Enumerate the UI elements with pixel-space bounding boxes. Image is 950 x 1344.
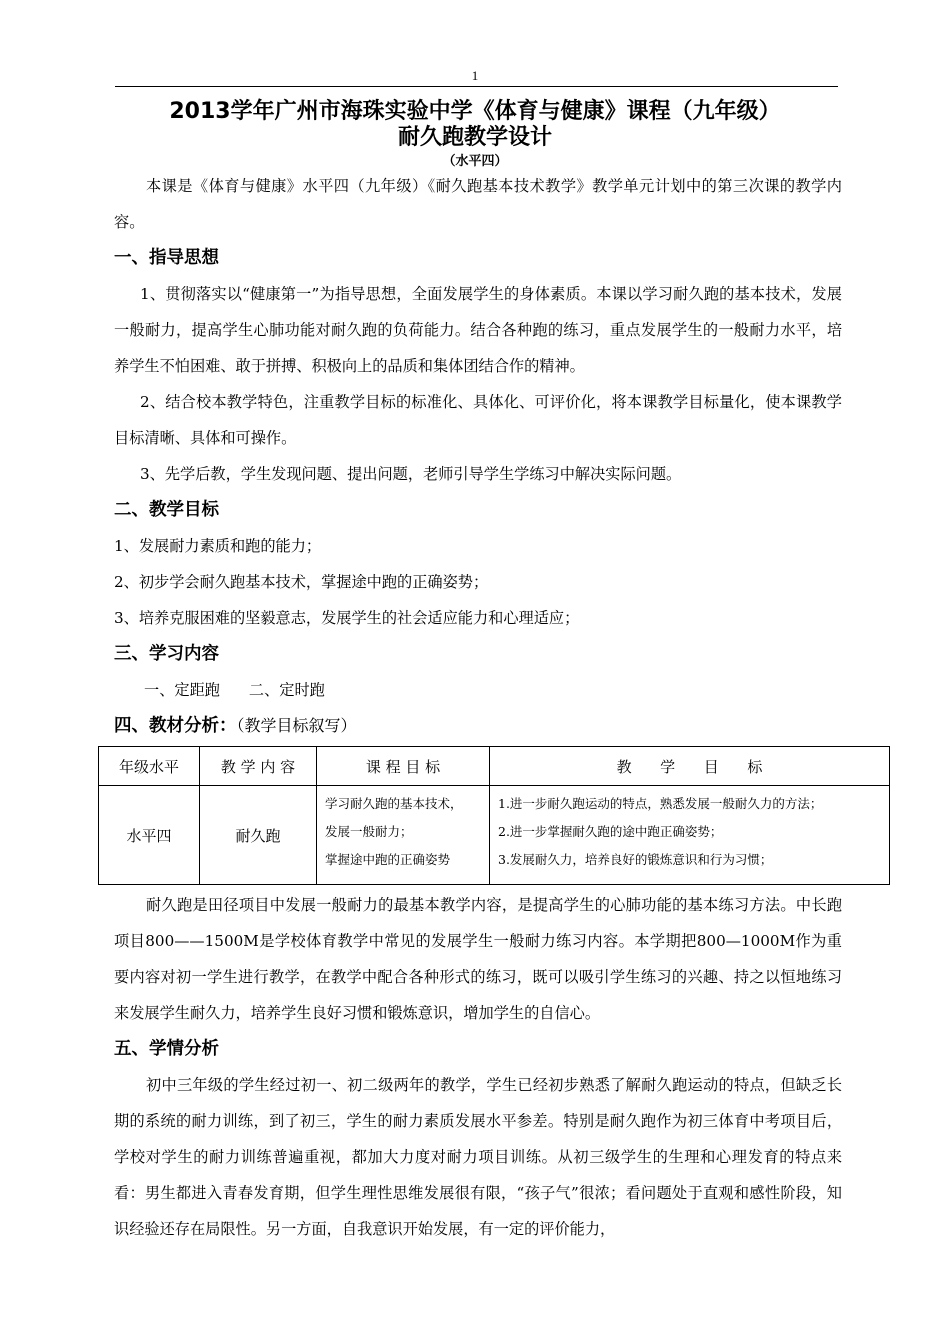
- intro-paragraph: 本课是《体育与健康》水平四（九年级）《耐久跑基本技术教学》教学单元计划中的第三次课的教学内容。: [114, 177, 842, 231]
- section2-heading: 二、教学目标: [114, 500, 219, 520]
- table-row: [99, 786, 890, 885]
- section1-heading: 一、指导思想: [114, 248, 219, 268]
- goal-item: 2、初步学会耐久跑基本技术，掌握途中跑的正确姿势；: [114, 573, 489, 591]
- document-body: [114, 168, 842, 1247]
- teaching-goal-line: 1.进一步耐久跑运动的特点，熟悉发展一般耐久力的方法；: [498, 796, 823, 811]
- table-header: 年级水平: [99, 747, 200, 786]
- course-goal-line: 掌握途中跑的正确姿势: [325, 852, 451, 867]
- section4-paragraph: 耐久跑是田径项目中发展一般耐力的最基本教学内容，是提高学生的心肺功能的基本练习方法。中长跑项目800——1500M是学校体育教学中常见的发展学生一般耐力练习内容。本学期把800—1000M作为重要内容对初一学生进行教学，在教学中配合各种形式的练习，既可以吸引学生练习的兴趣、持之以恒地练习来发展学生耐久力，培养学生良好习惯和锻炼意识，增加学生的自信心。: [114, 896, 842, 1022]
- table-cell-course-goals: [317, 786, 490, 885]
- table-header-row: [99, 747, 890, 786]
- section5-heading: 五、学情分析: [114, 1039, 219, 1059]
- section3-heading: 三、学习内容: [114, 644, 219, 664]
- analysis-table: [98, 746, 890, 885]
- teaching-goal-line: 2.进一步掌握耐久跑的途中跑正确姿势；: [498, 824, 723, 839]
- teaching-goal-line: 3.发展耐久力，培养良好的锻炼意识和行为习惯；: [498, 852, 773, 867]
- course-goal-line: 学习耐久跑的基本技术，: [325, 796, 463, 811]
- section4-heading: [114, 708, 842, 744]
- table-cell-level: 水平四: [99, 786, 200, 885]
- goal-item: 3、培养克服困难的坚毅意志，发展学生的社会适应能力和心理适应；: [114, 609, 580, 627]
- section4-heading-text: 四、教材分析：: [114, 716, 237, 736]
- table-cell-teaching-goals: [490, 786, 890, 885]
- page-number: 1: [471, 68, 479, 83]
- section5-paragraph: 初中三年级的学生经过初一、初二级两年的教学，学生已经初步熟悉了解耐久跑运动的特点，但缺乏长期的系统的耐力训练，到了初三，学生的耐力素质发展水平参差。特别是耐久跑作为初三体育中考项目后，学校对学生的耐力训练普遍重视，都加大力度对耐力项目训练。从初三级学生的生理和心理发育的特点来看：男生都进入青春发育期，但学生理性思维发展很有限，“孩子气”很浓；看问题处于直观和感性阶段，知识经验还存在局限性。另一方面，自我意识开始发展，有一定的评价能力，: [114, 1076, 842, 1238]
- learning-content: 一、定距跑 二、定时跑: [144, 681, 325, 699]
- section1-paragraph: 3、先学后教，学生发现问题、提出问题，老师引导学生学练习中解决实际问题。: [140, 465, 682, 483]
- table-header: 教 学 目 标: [490, 747, 890, 786]
- table-cell-content: 耐久跑: [200, 786, 317, 885]
- goal-item: 1、发展耐力素质和跑的能力；: [114, 537, 322, 555]
- section4-heading-note: （教学目标叙写）: [236, 716, 357, 735]
- course-goal-line: 发展一般耐力；: [325, 824, 413, 839]
- table-header: 教 学 内 容: [200, 747, 317, 786]
- section1-paragraph: 2、结合校本教学特色，注重教学目标的标准化、具体化、可评价化，将本课教学目标量化，使本课教学目标清晰、具体和可操作。: [114, 393, 842, 447]
- table-header: 课 程 目 标: [317, 747, 490, 786]
- section1-paragraph: 1、贯彻落实以“健康第一”为指导思想，全面发展学生的身体素质。本课以学习耐久跑的基本技术，发展一般耐力，提高学生心肺功能对耐久跑的负荷能力。结合各种跑的练习，重点发展学生的一般耐力水平，培养学生不怕困难、敢于拼搏、积极向上的品质和集体团结合作的精神。: [114, 285, 842, 375]
- level-label: （水平四）: [442, 154, 508, 169]
- document-title: 2013学年广州市海珠实验中学《体育与健康》课程（九年级）: [169, 99, 781, 124]
- document-subtitle: 耐久跑教学设计: [397, 125, 552, 150]
- header-rule: [115, 86, 838, 87]
